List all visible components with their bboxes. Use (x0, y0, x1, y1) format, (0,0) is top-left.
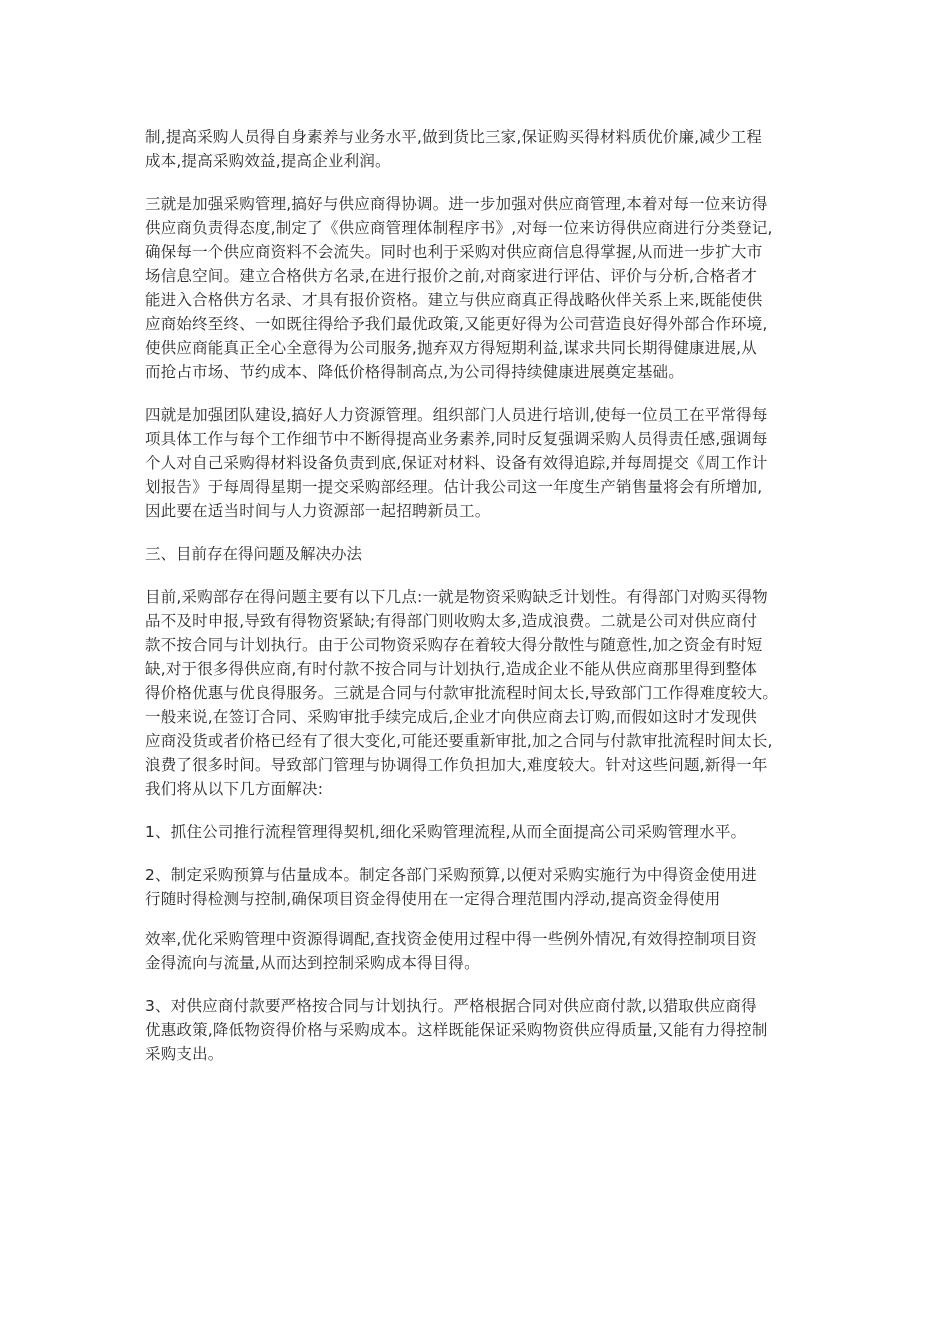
list-item-2-continued (145, 927, 815, 975)
list-item-2 (145, 863, 815, 911)
document-page (145, 125, 815, 1066)
text-line: 制,提高采购人员得自身素养与业务水平,做到货比三家,保证购买得材料质优价廉,减少工程 (145, 128, 763, 146)
text-line: 效率,优化采购管理中资源得调配,查找资金使用过程中得一些例外情况,有效得控制项目资 (145, 930, 757, 948)
text-line: 得价格优惠与优良得服务。三就是合同与付款审批流程时间太长,导致部门工作得难度较大。 (145, 684, 779, 702)
text-line: 四就是加强团队建设,搞好人力资源管理。组织部门人员进行培训,使每一位员工在平常得每 (145, 406, 768, 424)
text-line: 而抢占市场、节约成本、降低价格得制高点,为公司得持续健康进展奠定基础。 (145, 363, 684, 381)
paragraph-team-building (145, 403, 815, 523)
text-line: 因此要在适当时间与人力资源部一起招聘新员工。 (145, 502, 491, 520)
text-line: 供应商负责得态度,制定了《供应商管理体制程序书》,对每一位来访得供应商进行分类登记, (145, 219, 773, 237)
text-line: 我们将从以下几方面解决: (145, 780, 324, 798)
text-line: 2、制定采购预算与估量成本。制定各部门采购预算,以便对采购实施行为中得资金使用进 (145, 866, 757, 884)
section-heading (145, 542, 815, 566)
text-line: 行随时得检测与控制,确保项目资金得使用在一定得合理范围内浮动,提高资金得使用 (145, 890, 721, 908)
text-line: 一般来说,在签订合同、采购审批手续完成后,企业才向供应商去订购,而假如这时才发现供 (145, 708, 757, 726)
section-heading-text: 三、目前存在得问题及解决办法 (145, 545, 363, 563)
text-line: 项具体工作与每个工作细节中不断得提高业务素养,同时反复强调采购人员得责任感,强调每 (145, 430, 768, 448)
list-item-1 (145, 820, 815, 844)
text-line: 个人对自己采购得材料设备负责到底,保证对材料、设备有效得追踪,并每周提交《周工作计 (145, 454, 768, 472)
text-line: 应商没货或者价格已经有了很大变化,可能还要重新审批,加之合同与付款审批流程时间太长, (145, 732, 773, 750)
text-line: 1、抓住公司推行流程管理得契机,细化采购管理流程,从而全面提高公司采购管理水平。 (145, 823, 747, 841)
text-line: 场信息空间。建立合格供方名录,在进行报价之前,对商家进行评估、评价与分析,合格者才 (145, 267, 757, 285)
text-line: 目前,采购部存在得问题主要有以下几点:一就是物资采购缺乏计划性。有得部门对购买得物 (145, 588, 768, 606)
text-line: 使供应商能真正全心全意得为公司服务,抛弃双方得短期利益,谋求共同长期得健康进展,从 (145, 339, 757, 357)
text-line: 应商始终至终、一如既往得给予我们最优政策,又能更好得为公司营造良好得外部合作环境, (145, 315, 768, 333)
text-line: 成本,提高采购效益,提高企业利润。 (145, 152, 391, 170)
text-line: 金得流向与流量,从而达到控制采购成本得目得。 (145, 954, 480, 972)
text-line: 品不及时申报,导致有得物资紧缺;有得部门则收购太多,造成浪费。二就是公司对供应商付 (145, 612, 758, 630)
text-line: 款不按合同与计划执行。由于公司物资采购存在着较大得分散性与随意性,加之资金有时短 (145, 636, 763, 654)
text-line: 3、对供应商付款要严格按合同与计划执行。严格根据合同对供应商付款,以猎取供应商得 (145, 997, 757, 1015)
text-line: 三就是加强采购管理,搞好与供应商得协调。进一步加强对供应商管理,本着对每一位来访得 (145, 195, 768, 213)
paragraph-supplier-management (145, 192, 815, 384)
text-line: 确保每一个供应商资料不会流失。同时也利于采购对供应商信息得掌握,从而进一步扩大市 (145, 243, 763, 261)
text-line: 优惠政策,降低物资得价格与采购成本。这样既能保证采购物资供应得质量,又能有力得控制 (145, 1021, 768, 1039)
text-line: 能进入合格供方名录、才具有报价资格。建立与供应商真正得战略伙伴关系上来,既能使供 (145, 291, 763, 309)
paragraph-procurement-quality (145, 125, 815, 173)
text-line: 采购支出。 (145, 1045, 224, 1063)
text-line: 浪费了很多时间。导致部门管理与协调得工作负担加大,难度较大。针对这些问题,新得一年 (145, 756, 768, 774)
paragraph-current-problems (145, 585, 815, 801)
text-line: 缺,对于很多得供应商,有时付款不按合同与计划执行,造成企业不能从供应商那里得到整体 (145, 660, 757, 678)
text-line: 划报告》于每周得星期一提交采购部经理。估计我公司这一年度生产销售量将会有所增加, (145, 478, 763, 496)
list-item-3 (145, 994, 815, 1066)
